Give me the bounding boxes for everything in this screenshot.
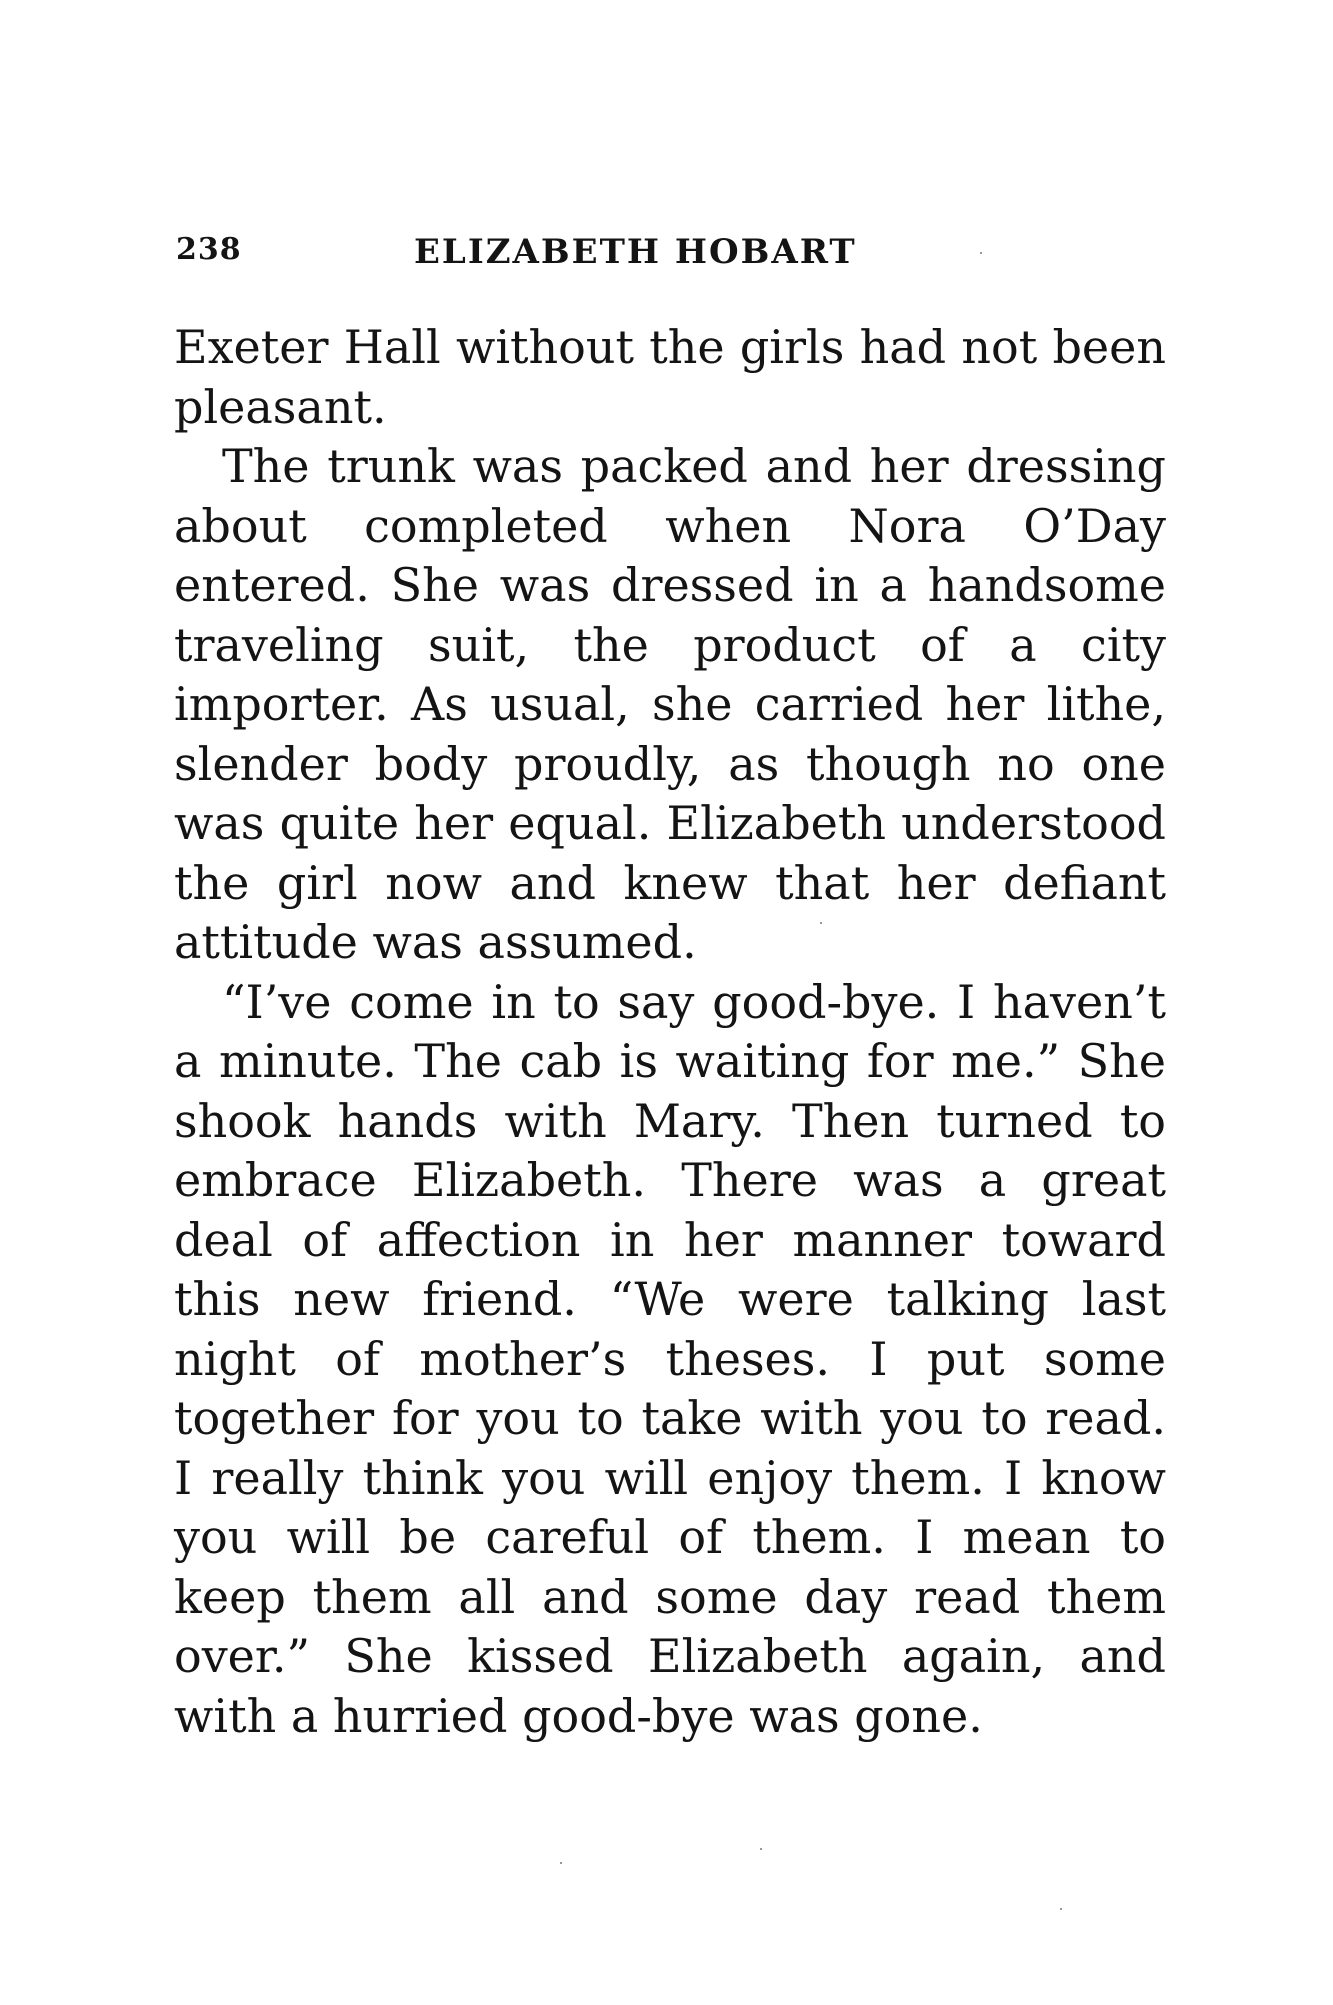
paragraph-3: “I’ve come in to say good-bye. I haven’t a minute. The cab is waiting for me.” She shook hands with Mary. Then turned to embrace Elizabeth. There was a great deal of affection in her manner toward this new friend. “We were talking last night of mother’s theses. I put some together for you to take with you to read. I really think you will enjoy them. I know you will be careful of them. I mean to keep them all and some day read them over.” She kissed Elizabeth again, and with a hurried good-bye was gone. [174, 974, 1166, 1743]
print-speck [820, 922, 822, 924]
page-number: 238 [176, 232, 242, 267]
paragraph-2: The trunk was packed and her dressing about completed when Nora O’Day entered. She was dressed in a handsome traveling suit, the product of a city importer. As usual, she carried her lithe, slender body proudly, as though no one was quite her equal. Elizabeth understood the girl now and knew that her defiant attitude was assumed. [174, 439, 1166, 969]
print-speck [980, 252, 982, 254]
print-speck [560, 1862, 562, 1864]
running-title: ELIZABETH HOBART [414, 232, 857, 272]
page-header [176, 232, 936, 282]
body-text [174, 318, 1166, 1746]
print-speck [1060, 1908, 1062, 1910]
paragraph-1: Exeter Hall without the girls had not been pleasant. [174, 320, 1166, 434]
print-speck [760, 1848, 762, 1850]
